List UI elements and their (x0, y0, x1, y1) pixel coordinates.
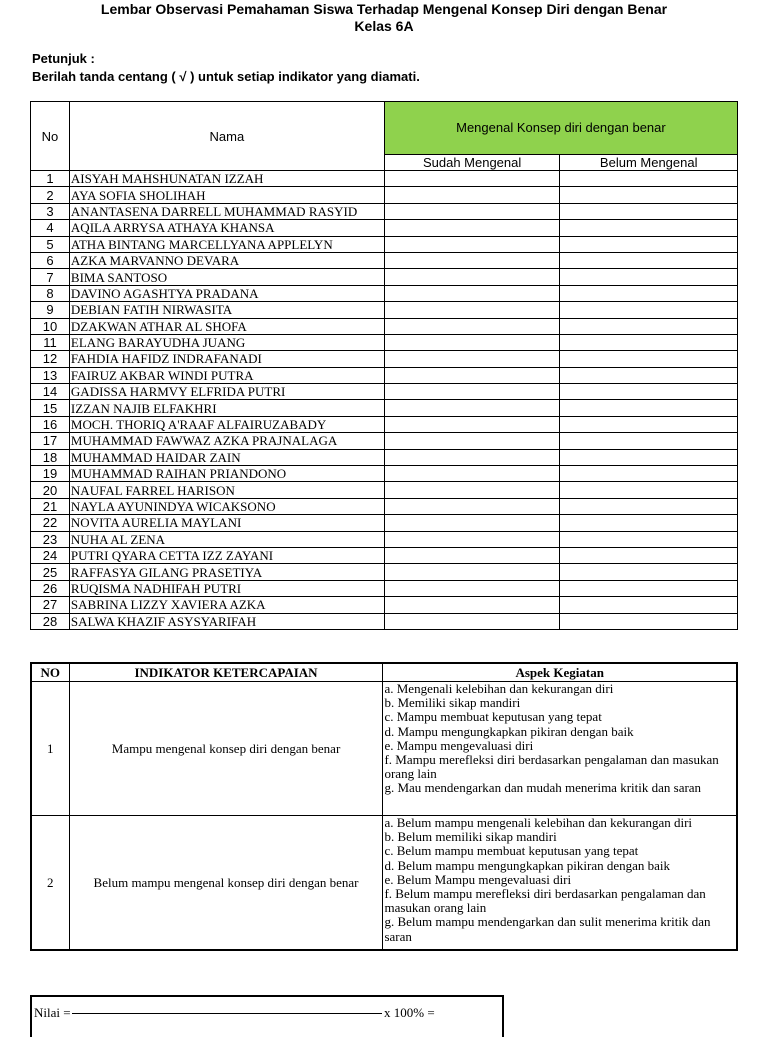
aspect-item: g. Belum mampu mendengarkan dan sulit menerima kritik dan saran (384, 914, 711, 944)
student-row (31, 449, 738, 465)
check-cell-sudah[interactable] (384, 597, 560, 613)
check-cell-belum[interactable] (560, 531, 738, 547)
check-cell-sudah[interactable] (384, 171, 560, 187)
check-cell-sudah[interactable] (384, 400, 560, 416)
student-row (31, 547, 738, 563)
student-no: 16 (31, 416, 70, 432)
student-name: DZAKWAN ATHAR AL SHOFA (69, 318, 384, 334)
student-no: 9 (31, 302, 70, 318)
student-row (31, 236, 738, 252)
group-header-concept: Mengenal Konsep diri dengan benar (384, 102, 737, 155)
student-no: 24 (31, 547, 70, 563)
student-no: 27 (31, 597, 70, 613)
student-name: ELANG BARAYUDHA JUANG (69, 334, 384, 350)
student-no: 23 (31, 531, 70, 547)
student-name: FAIRUZ AKBAR WINDI PUTRA (69, 367, 384, 383)
check-cell-sudah[interactable] (384, 531, 560, 547)
check-cell-sudah[interactable] (384, 252, 560, 268)
col-header-no: NO (31, 663, 69, 682)
student-row (31, 498, 738, 514)
student-row (31, 433, 738, 449)
check-cell-belum[interactable] (560, 203, 738, 219)
student-row (31, 220, 738, 236)
student-no: 3 (31, 203, 70, 219)
student-row (31, 187, 738, 203)
col-header-sudah: Sudah Mengenal (384, 154, 560, 170)
student-row (31, 285, 738, 301)
check-cell-sudah[interactable] (384, 220, 560, 236)
student-name: MUHAMMAD HAIDAR ZAIN (69, 449, 384, 465)
aspect-item: a. Mengenali kelebihan dan kekurangan diri (384, 681, 614, 696)
check-cell-belum[interactable] (560, 367, 738, 383)
student-row (31, 416, 738, 432)
student-no: 28 (31, 613, 70, 629)
check-cell-belum[interactable] (560, 482, 738, 498)
check-cell-sudah[interactable] (384, 203, 560, 219)
check-cell-sudah[interactable] (384, 498, 560, 514)
aspect-item: b. Memiliki sikap mandiri (384, 695, 521, 711)
check-cell-belum[interactable] (560, 236, 738, 252)
student-no: 25 (31, 564, 70, 580)
student-row (31, 580, 738, 596)
student-no: 5 (31, 236, 70, 252)
student-row (31, 400, 738, 416)
student-no: 26 (31, 580, 70, 596)
check-cell-sudah[interactable] (384, 466, 560, 482)
student-name: PUTRI QYARA CETTA IZZ ZAYANI (69, 547, 384, 563)
check-cell-belum[interactable] (560, 433, 738, 449)
student-name: BIMA SANTOSO (69, 269, 384, 285)
student-row (31, 597, 738, 613)
student-row (31, 334, 738, 350)
student-no: 8 (31, 285, 70, 301)
check-cell-sudah[interactable] (384, 433, 560, 449)
student-row (31, 482, 738, 498)
score-formula (30, 995, 504, 1037)
check-cell-sudah[interactable] (384, 613, 560, 629)
indicator-row (31, 816, 737, 951)
check-cell-belum[interactable] (560, 449, 738, 465)
instructions-heading: Petunjuk : (32, 51, 95, 66)
check-cell-belum[interactable] (560, 580, 738, 596)
student-no: 18 (31, 449, 70, 465)
observation-table (30, 101, 738, 630)
student-no: 1 (31, 171, 70, 187)
student-row (31, 269, 738, 285)
check-cell-belum[interactable] (560, 302, 738, 318)
student-name: IZZAN NAJIB ELFAKHRI (69, 400, 384, 416)
aspect-item: e. Mampu mengevaluasi diri (384, 737, 534, 753)
check-cell-belum[interactable] (560, 466, 738, 482)
aspect-item: b. Belum memiliki sikap mandiri (384, 829, 557, 845)
check-cell-belum[interactable] (560, 171, 738, 187)
check-cell-belum[interactable] (560, 351, 738, 367)
student-row (31, 351, 738, 367)
student-no: 10 (31, 318, 70, 334)
aspect-item: d. Mampu mengungkapkan pikiran dengan baik (384, 723, 634, 739)
aspect-item: g. Mau mendengarkan dan mudah menerima kritik dan saran (384, 780, 702, 796)
check-cell-belum[interactable] (560, 334, 738, 350)
student-row (31, 252, 738, 268)
indicator-no: 1 (31, 682, 69, 816)
student-no: 4 (31, 220, 70, 236)
indicator-table (30, 662, 738, 951)
indicator-text: Belum mampu mengenal konsep diri dengan benar (69, 816, 383, 951)
formula-label: Nilai = (34, 1005, 71, 1020)
student-name: DAVINO AGASHTYA PRADANA (69, 285, 384, 301)
student-name: AZKA MARVANNO DEVARA (69, 252, 384, 268)
check-cell-belum[interactable] (560, 498, 738, 514)
indicator-row (31, 682, 737, 816)
student-name: SABRINA LIZZY XAVIERA AZKA (69, 597, 384, 613)
student-row (31, 466, 738, 482)
student-no: 6 (31, 252, 70, 268)
student-row (31, 171, 738, 187)
formula-multiplier: x 100% = (384, 1005, 435, 1020)
aspect-item: e. Belum Mampu mengevaluasi diri (384, 871, 572, 887)
student-name: DEBIAN FATIH NIRWASITA (69, 302, 384, 318)
check-cell-belum[interactable] (560, 318, 738, 334)
aspect-item: f. Mampu merefleksi diri berdasarkan pengalaman dan masukan orang lain (384, 752, 719, 782)
indicator-text: Mampu mengenal konsep diri dengan benar (69, 682, 383, 816)
student-name: RUQISMA NADHIFAH PUTRI (69, 580, 384, 596)
check-cell-belum[interactable] (560, 547, 738, 563)
student-no: 19 (31, 466, 70, 482)
check-cell-sudah[interactable] (384, 302, 560, 318)
check-cell-belum[interactable] (560, 220, 738, 236)
aspect-list (383, 816, 737, 951)
student-no: 11 (31, 334, 70, 350)
student-name: AQILA ARRYSA ATHAYA KHANSA (69, 220, 384, 236)
student-no: 22 (31, 515, 70, 531)
check-cell-belum[interactable] (560, 384, 738, 400)
check-cell-belum[interactable] (560, 597, 738, 613)
check-cell-belum[interactable] (560, 515, 738, 531)
check-cell-belum[interactable] (560, 613, 738, 629)
aspect-item: c. Mampu membuat keputusan yang tepat (384, 709, 602, 725)
check-cell-belum[interactable] (560, 564, 738, 580)
student-no: 12 (31, 351, 70, 367)
student-row (31, 515, 738, 531)
aspect-item: c. Belum mampu membuat keputusan yang tepat (384, 843, 639, 859)
check-cell-belum[interactable] (560, 285, 738, 301)
check-cell-sudah[interactable] (384, 285, 560, 301)
check-cell-belum[interactable] (560, 269, 738, 285)
student-name: FAHDIA HAFIDZ INDRAFANADI (69, 351, 384, 367)
student-row (31, 384, 738, 400)
student-name: ANANTASENA DARRELL MUHAMMAD RASYID (69, 203, 384, 219)
col-header-belum: Belum Mengenal (560, 154, 738, 170)
student-name: NAUFAL FARREL HARISON (69, 482, 384, 498)
student-row (31, 318, 738, 334)
col-header-no: No (31, 102, 70, 171)
check-cell-belum[interactable] (560, 187, 738, 203)
check-cell-sudah[interactable] (384, 269, 560, 285)
page-title-line2: Kelas 6A (354, 18, 414, 34)
check-cell-sudah[interactable] (384, 482, 560, 498)
check-cell-belum[interactable] (560, 416, 738, 432)
student-row (31, 531, 738, 547)
student-row (31, 302, 738, 318)
student-no: 20 (31, 482, 70, 498)
student-row (31, 613, 738, 629)
col-header-aspect: Aspek Kegiatan (383, 663, 737, 682)
fraction-line (72, 1013, 382, 1014)
check-cell-sudah[interactable] (384, 318, 560, 334)
student-name: NUHA AL ZENA (69, 531, 384, 547)
check-cell-sudah[interactable] (384, 384, 560, 400)
student-name: RAFFASYA GILANG PRASETIYA (69, 564, 384, 580)
student-name: MOCH. THORIQ A'RAAF ALFAIRUZABADY (69, 416, 384, 432)
student-no: 2 (31, 187, 70, 203)
student-name: SALWA KHAZIF ASYSYARIFAH (69, 613, 384, 629)
student-name: AYA SOFIA SHOLIHAH (69, 187, 384, 203)
check-cell-sudah[interactable] (384, 449, 560, 465)
col-header-name: Nama (69, 102, 384, 171)
student-name: NAYLA AYUNINDYA WICAKSONO (69, 498, 384, 514)
aspect-list (383, 682, 737, 816)
student-name: MUHAMMAD FAWWAZ AZKA PRAJNALAGA (69, 433, 384, 449)
aspect-item: d. Belum mampu mengungkapkan pikiran dengan baik (384, 857, 671, 873)
check-cell-sudah[interactable] (384, 367, 560, 383)
student-no: 17 (31, 433, 70, 449)
check-cell-sudah[interactable] (384, 351, 560, 367)
check-cell-sudah[interactable] (384, 334, 560, 350)
student-row (31, 367, 738, 383)
student-no: 21 (31, 498, 70, 514)
student-row (31, 564, 738, 580)
check-cell-belum[interactable] (560, 252, 738, 268)
student-no: 13 (31, 367, 70, 383)
aspect-item: f. Belum mampu merefleksi diri berdasarkan pengalaman dan masukan orang lain (384, 886, 706, 916)
student-row (31, 203, 738, 219)
check-cell-sudah[interactable] (384, 236, 560, 252)
student-no: 7 (31, 269, 70, 285)
page-title-line1: Lembar Observasi Pemahaman Siswa Terhadap Mengenal Konsep Diri dengan Benar (100, 1, 668, 17)
col-header-indicator: INDIKATOR KETERCAPAIAN (69, 663, 383, 682)
check-cell-sudah[interactable] (384, 580, 560, 596)
check-cell-sudah[interactable] (384, 187, 560, 203)
check-cell-sudah[interactable] (384, 515, 560, 531)
check-cell-sudah[interactable] (384, 564, 560, 580)
student-name: ATHA BINTANG MARCELLYANA APPLELYN (69, 236, 384, 252)
check-cell-sudah[interactable] (384, 416, 560, 432)
indicator-no: 2 (31, 816, 69, 951)
aspect-item: a. Belum mampu mengenali kelebihan dan kekurangan diri (384, 815, 693, 830)
student-name: MUHAMMAD RAIHAN PRIANDONO (69, 466, 384, 482)
check-cell-belum[interactable] (560, 400, 738, 416)
student-no: 14 (31, 384, 70, 400)
student-name: GADISSA HARMVY ELFRIDA PUTRI (69, 384, 384, 400)
instructions-text: Berilah tanda centang ( √ ) untuk setiap indikator yang diamati. (32, 69, 420, 84)
student-no: 15 (31, 400, 70, 416)
student-name: AISYAH MAHSHUNATAN IZZAH (69, 171, 384, 187)
check-cell-sudah[interactable] (384, 547, 560, 563)
student-name: NOVITA AURELIA MAYLANI (69, 515, 384, 531)
